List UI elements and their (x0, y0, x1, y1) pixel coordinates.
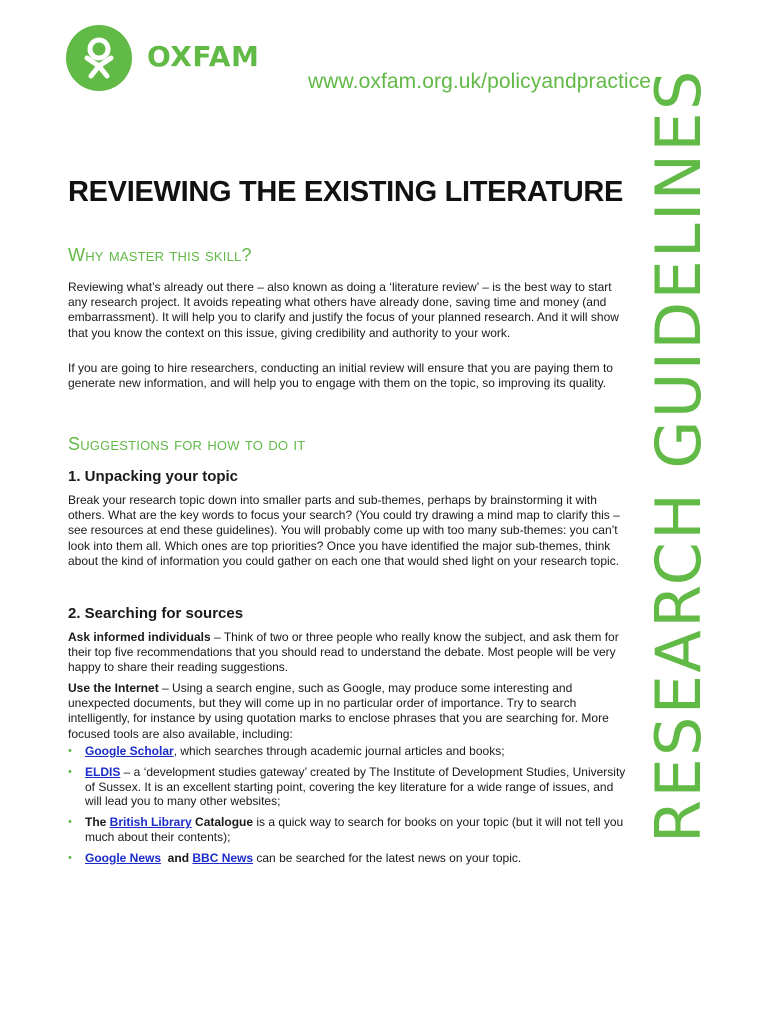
informed-label: Ask informed individuals (68, 630, 211, 644)
list-item (68, 765, 628, 809)
list-item-text: is a quick way to search for books on your topic (but it will not tell you much about their contents); (85, 815, 624, 844)
subheading-unpacking: 1. Unpacking your topic (68, 468, 239, 485)
bullet-icon: • (68, 816, 72, 829)
bullet-icon: • (68, 745, 72, 757)
bullet-icon: • (68, 765, 72, 778)
informed-paragraph (68, 630, 628, 676)
catalogue-label: Catalogue (191, 815, 254, 830)
internet-label: Use the Internet (68, 681, 159, 695)
informed-text: – Think of two or three people who really know the subject, and ask them for their top five recommendations that you should read to understand the debate. Most people will be very happy to share their reading suggestions. (68, 630, 619, 675)
oxfam-logo (66, 25, 259, 91)
list-item-text: , which searches through academic journal articles and books; (173, 744, 505, 758)
intro-paragraph-1: Reviewing what’s already out there – also known as doing a ‘literature review’ – is the best way to start any research project. It avoids repeating what others have already done, saving time and money (and embarrassment). It will help you to clarify and justify the focus of your planned research. And it will show that you know the context on this issue, giving credibility and authority to your work. (68, 280, 619, 340)
list-item (68, 851, 628, 866)
google-news-link[interactable]: Google News (85, 850, 162, 865)
section-heading-suggestions: Suggestions for how to do it (68, 434, 306, 454)
bullet-icon: • (68, 851, 72, 864)
eldis-link[interactable]: ELDIS (85, 764, 121, 779)
british-library-link[interactable]: British Library (109, 815, 192, 830)
tools-list (68, 744, 628, 872)
unpacking-paragraph: Break your research topic down into smaller parts and sub-themes, perhaps by brainstorming it with others. What are the key words to focus your search? (You could try drawing a mind map to clarify this – see resources at end these guidelines). You will probably come up with too many sub-themes: you can’t look into them all. Which ones are top priorities? Once you have identified the major sub-themes, think about the kind of information you could gather on each one that would shed light on your research topic. (68, 493, 620, 568)
oxfam-figure-svg (79, 36, 119, 80)
list-item-prefix: The (85, 815, 110, 830)
oxfam-figure-icon (66, 25, 132, 91)
section-heading-why: Why master this skill? (68, 245, 252, 265)
subheading-searching: 2. Searching for sources (68, 605, 244, 622)
side-title: RESEARCH GUIDELINES (642, 68, 715, 843)
oxfam-wordmark: OXFAM (147, 39, 260, 73)
list-item (68, 744, 628, 759)
website-url[interactable]: www.oxfam.org.uk/policyandpractice (308, 70, 652, 93)
internet-text: – Using a search engine, such as Google, may produce some interesting and unexpected documents, but they will come up in no particular order of importance. Try to search intelligently, for instance by using quotation marks to enclose phrases that you are searching for. More focused tools are also available, including: (68, 681, 609, 741)
and-label: and (161, 850, 193, 865)
page-title: REVIEWING THE EXISTING LITERATURE (68, 176, 624, 208)
bbc-news-link[interactable]: BBC News (192, 850, 254, 865)
list-item-text: can be searched for the latest news on your topic. (253, 850, 522, 865)
list-item-text: – a ‘development studies gateway’ created by The Institute of Development Studies, University of Sussex. It is an excellent starting point, covering the key literature for a wide range of issues, and will lead you to many other websites; (85, 764, 626, 809)
list-item (68, 815, 628, 845)
intro-paragraph-2: If you are going to hire researchers, conducting an initial review will ensure that you are paying them to generate new information, and will help you to engage with them on the topic, so improving its quality. (68, 361, 613, 391)
google-scholar-link[interactable]: Google Scholar (85, 744, 174, 758)
internet-paragraph (68, 681, 628, 742)
